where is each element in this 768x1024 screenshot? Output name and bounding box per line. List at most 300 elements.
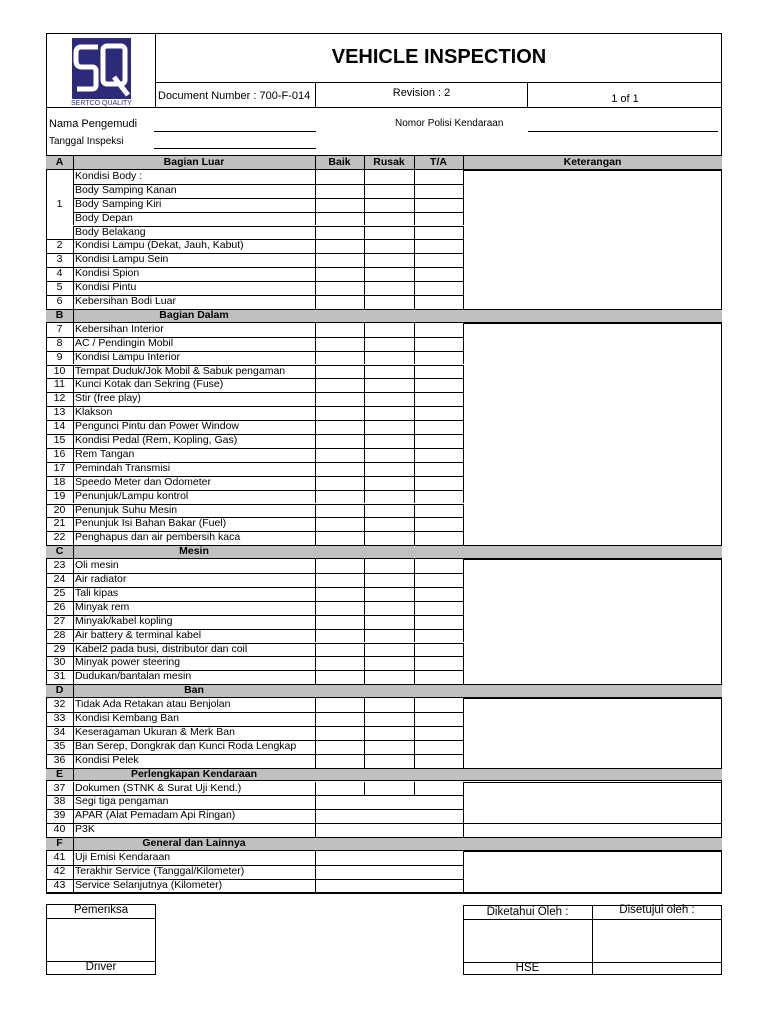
item-label: Air battery & terminal kabel — [75, 628, 202, 641]
divider — [463, 295, 464, 309]
checkbox-na[interactable] — [415, 213, 462, 225]
checkbox-good[interactable] — [316, 755, 363, 767]
checkbox-broken[interactable] — [365, 588, 413, 600]
divider — [73, 545, 74, 559]
checkbox-good[interactable] — [316, 254, 363, 266]
column-header-broken: Rusak — [373, 156, 405, 168]
checkbox-broken[interactable] — [365, 463, 413, 475]
divider — [463, 615, 464, 629]
divider — [463, 476, 464, 490]
row-number: 4 — [56, 267, 63, 280]
item-label: Tempat Duduk/Jok Mobil & Sabuk pengaman — [75, 364, 286, 377]
row-number: 29 — [53, 642, 66, 655]
divider — [463, 531, 464, 545]
checkbox-broken[interactable] — [365, 366, 413, 378]
divider — [73, 170, 74, 184]
driver-name-field[interactable] — [154, 131, 316, 132]
divider — [463, 281, 464, 295]
checkbox-good[interactable] — [316, 505, 363, 517]
item-label: Dudukan/bantalan mesin — [75, 670, 192, 683]
row-number: 19 — [53, 489, 66, 502]
remarks-field[interactable] — [464, 852, 720, 880]
divider — [463, 754, 464, 768]
row-number: 28 — [53, 628, 66, 641]
item-label: Kabel2 pada busi, distributor dan coil — [75, 642, 248, 655]
item-label: Kondisi Lampu Interior — [75, 350, 181, 363]
divider — [73, 809, 74, 823]
checkbox-broken[interactable] — [365, 602, 413, 614]
row-number: 37 — [53, 781, 66, 794]
checkbox-broken[interactable] — [365, 741, 413, 753]
divider — [463, 212, 464, 226]
checkbox-na[interactable] — [415, 560, 462, 572]
checkbox-na[interactable] — [415, 699, 462, 711]
item-label: Terakhir Service (Tanggal/Kilometer) — [75, 864, 245, 877]
divider — [73, 239, 74, 253]
row-number: 6 — [56, 295, 63, 307]
checkbox-good[interactable] — [316, 227, 363, 239]
value-field[interactable] — [316, 852, 462, 864]
checkbox-good[interactable] — [316, 713, 363, 725]
checkbox-good[interactable] — [316, 532, 363, 544]
divider — [463, 406, 464, 420]
divider — [73, 378, 74, 392]
divider — [73, 684, 74, 698]
checkbox-na[interactable] — [415, 338, 462, 350]
item-label: Pengunci Pintu dan Power Window — [75, 420, 240, 433]
divider — [463, 643, 464, 657]
divider — [463, 267, 464, 281]
divider — [73, 643, 74, 657]
checkbox-good[interactable] — [316, 240, 363, 252]
checkbox-broken[interactable] — [365, 435, 413, 447]
item-label: Kebersihan Bodi Luar — [75, 295, 176, 307]
item-label: Kondisi Kembang Ban — [75, 712, 179, 724]
divider — [364, 156, 365, 170]
divider — [73, 420, 74, 434]
checkbox-na[interactable] — [415, 616, 462, 628]
checkbox-broken[interactable] — [365, 644, 413, 656]
row-number: 31 — [53, 670, 66, 683]
divider — [73, 253, 74, 267]
checkbox-na[interactable] — [415, 491, 462, 503]
divider — [463, 656, 464, 670]
checkbox-na[interactable] — [415, 435, 462, 447]
row-number: 10 — [53, 364, 66, 377]
divider — [73, 629, 74, 643]
item-label: Body Samping Kanan — [75, 183, 177, 196]
divider — [73, 573, 74, 587]
checkbox-na[interactable] — [415, 671, 462, 683]
checkbox-good[interactable] — [316, 477, 363, 489]
divider — [73, 601, 74, 615]
divider — [73, 462, 74, 476]
checkbox-broken[interactable] — [365, 755, 413, 767]
item-label: Uji Emisi Kendaraan — [75, 851, 171, 863]
divider — [73, 559, 74, 573]
checkbox-broken[interactable] — [365, 213, 413, 225]
page-count: 1 of 1 — [611, 92, 639, 105]
divider — [73, 587, 74, 601]
checkbox-na[interactable] — [415, 713, 462, 725]
checkbox-good[interactable] — [316, 518, 363, 530]
table-bottom — [46, 893, 722, 894]
checkbox-na[interactable] — [415, 254, 462, 266]
approved-label: Disetujui oleh : — [619, 904, 695, 916]
remarks-group-line — [463, 823, 722, 824]
row-number: 1 — [56, 197, 63, 210]
column-header-good: Baik — [328, 156, 351, 168]
item-label: Minyak power steering — [75, 656, 181, 669]
checkbox-na[interactable] — [415, 185, 462, 197]
checkbox-broken[interactable] — [365, 713, 413, 725]
inspection-date-label: Tanggal Inspeksi — [49, 136, 124, 147]
divider — [463, 809, 464, 823]
row-number: 34 — [53, 725, 66, 738]
column-header-part: Bagian Luar — [163, 156, 225, 168]
divider — [73, 392, 74, 406]
checkbox-good[interactable] — [316, 338, 363, 350]
checkbox-na[interactable] — [415, 407, 462, 419]
row-number: 25 — [53, 586, 66, 599]
checkbox-na[interactable] — [415, 630, 462, 642]
acknowledged-label: Diketahui Oleh : — [486, 906, 569, 918]
sertco-logo — [46, 33, 156, 108]
row-number: 33 — [53, 712, 66, 724]
divider — [463, 420, 464, 434]
checkbox-na[interactable] — [415, 393, 462, 405]
divider — [463, 726, 464, 740]
checkbox-broken[interactable] — [365, 477, 413, 489]
row-number: 42 — [53, 864, 66, 877]
checkbox-na[interactable] — [415, 602, 462, 614]
row-number: 21 — [53, 517, 66, 530]
spacer — [46, 212, 73, 213]
checkbox-broken[interactable] — [365, 352, 413, 364]
checkbox-na[interactable] — [415, 268, 462, 280]
spacer — [46, 184, 73, 185]
checkbox-good[interactable] — [316, 213, 363, 225]
item-label: Dokumen (STNK & Surat Uji Kend.) — [75, 781, 242, 794]
remarks-field[interactable] — [464, 324, 720, 352]
checkbox-na[interactable] — [415, 352, 462, 364]
checkbox-good[interactable] — [316, 644, 363, 656]
checkbox-broken[interactable] — [365, 421, 413, 433]
checkbox-broken[interactable] — [365, 699, 413, 711]
page-title: VEHICLE INSPECTION — [156, 33, 722, 83]
hse-label: HSE — [515, 962, 540, 974]
item-label: Kondisi Pelek — [75, 753, 139, 766]
checkbox-na[interactable] — [415, 324, 462, 336]
checkbox-good[interactable] — [316, 435, 363, 447]
document-number: Document Number : 700-F-014 — [156, 83, 316, 108]
checkbox-good[interactable] — [316, 296, 363, 308]
divider — [73, 865, 74, 879]
checkbox-broken[interactable] — [365, 227, 413, 239]
column-header-remarks: Keterangan — [563, 156, 622, 168]
divider — [73, 490, 74, 504]
checkbox-broken[interactable] — [365, 491, 413, 503]
checkbox-good[interactable] — [316, 449, 363, 461]
remarks-field[interactable] — [464, 783, 720, 811]
value-field[interactable] — [316, 796, 462, 808]
item-label: AC / Pendingin Mobil — [75, 336, 174, 349]
section-title: Ban — [184, 684, 204, 697]
checkbox-broken[interactable] — [365, 240, 413, 252]
section-title: Bagian Dalam — [159, 308, 229, 321]
row-number: 11 — [54, 378, 65, 391]
checkbox-good[interactable] — [316, 657, 363, 669]
section-letter: F — [56, 837, 63, 850]
checkbox-na[interactable] — [415, 727, 462, 739]
item-label: Air radiator — [75, 573, 127, 585]
checkbox-good[interactable] — [316, 352, 363, 364]
row-number: 30 — [53, 656, 66, 669]
checkbox-good[interactable] — [316, 671, 363, 683]
logo-text: SERTCO QUALITY — [71, 100, 132, 107]
value-field[interactable] — [316, 810, 462, 822]
checkbox-na[interactable] — [415, 657, 462, 669]
info-box — [46, 108, 722, 156]
item-label: Kondisi Lampu Sein — [75, 253, 169, 266]
checkbox-na[interactable] — [415, 379, 462, 391]
row-number: 22 — [53, 531, 66, 544]
checkbox-good[interactable] — [316, 630, 363, 642]
divider — [73, 351, 74, 365]
logo-cell — [46, 33, 156, 108]
item-label: Body Samping Kiri — [75, 197, 162, 210]
checkbox-broken[interactable] — [365, 296, 413, 308]
row-number: 15 — [53, 434, 66, 446]
divider — [73, 615, 74, 629]
item-label: Minyak/kabel kopling — [75, 614, 173, 627]
divider — [73, 837, 74, 851]
value-field[interactable] — [316, 783, 462, 795]
divider — [73, 337, 74, 351]
checkbox-na[interactable] — [415, 532, 462, 544]
value-field[interactable] — [316, 880, 462, 892]
divider — [73, 740, 74, 754]
checkbox-good[interactable] — [316, 741, 363, 753]
item-label: Pemindah Transmisi — [75, 461, 171, 474]
checkbox-broken[interactable] — [365, 505, 413, 517]
checkbox-na[interactable] — [415, 366, 462, 378]
checkbox-good[interactable] — [316, 699, 363, 711]
checkbox-broken[interactable] — [365, 727, 413, 739]
value-field[interactable] — [316, 866, 462, 878]
divider — [73, 406, 74, 420]
checkbox-na[interactable] — [415, 574, 462, 586]
divider — [463, 434, 464, 448]
row-number: 26 — [53, 600, 66, 613]
divider — [463, 462, 464, 476]
remarks-field[interactable] — [464, 699, 720, 727]
checkbox-na[interactable] — [415, 588, 462, 600]
checkbox-good[interactable] — [316, 324, 363, 336]
item-label: Kebersihan Interior — [75, 322, 164, 335]
row-number: 12 — [53, 392, 66, 405]
checkbox-good[interactable] — [316, 727, 363, 739]
checkbox-broken[interactable] — [365, 518, 413, 530]
item-label: Penunjuk Suhu Mesin — [75, 503, 178, 516]
item-label: Oli mesin — [75, 559, 119, 572]
checkbox-broken[interactable] — [365, 171, 413, 183]
checkbox-good[interactable] — [316, 268, 363, 280]
divider — [73, 795, 74, 809]
inspector-label: Pemeriksa — [73, 904, 129, 916]
checkbox-good[interactable] — [316, 407, 363, 419]
checkbox-na[interactable] — [415, 199, 462, 211]
divider — [73, 698, 74, 712]
driver-label: Driver — [85, 961, 117, 973]
item-label: Kondisi Spion — [75, 267, 140, 280]
checkbox-good[interactable] — [316, 199, 363, 211]
checkbox-na[interactable] — [415, 741, 462, 753]
value-field[interactable] — [316, 824, 462, 836]
item-label: Kondisi Pintu — [75, 281, 137, 294]
checkbox-good[interactable] — [316, 602, 363, 614]
item-label: Penunjuk Isi Bahan Bakar (Fuel) — [75, 517, 227, 530]
item-label: Kondisi Body : — [75, 169, 143, 182]
checkbox-broken[interactable] — [365, 407, 413, 419]
checkbox-good[interactable] — [316, 366, 363, 378]
divider — [463, 198, 464, 212]
checkbox-good[interactable] — [316, 491, 363, 503]
checkbox-na[interactable] — [415, 505, 462, 517]
divider — [463, 629, 464, 643]
divider — [73, 517, 74, 531]
item-label: APAR (Alat Pemadam Api Ringan) — [75, 809, 236, 822]
divider — [463, 490, 464, 504]
divider — [73, 726, 74, 740]
row-number: 38 — [53, 795, 66, 808]
checkbox-good[interactable] — [316, 588, 363, 600]
checkbox-broken[interactable] — [365, 324, 413, 336]
item-label: Klakson — [75, 406, 113, 419]
remarks-field[interactable] — [464, 560, 720, 588]
divider — [73, 156, 74, 170]
checkbox-broken[interactable] — [365, 616, 413, 628]
checkbox-broken[interactable] — [365, 449, 413, 461]
divider — [73, 365, 74, 379]
checkbox-good[interactable] — [316, 616, 363, 628]
divider — [463, 670, 464, 684]
divider — [73, 281, 74, 295]
checkbox-good[interactable] — [316, 393, 363, 405]
divider — [73, 267, 74, 281]
divider — [73, 768, 74, 782]
checkbox-broken[interactable] — [365, 268, 413, 280]
divider — [463, 517, 464, 531]
row-number: 39 — [53, 809, 66, 822]
checkbox-broken[interactable] — [365, 574, 413, 586]
row-number: 18 — [53, 475, 66, 488]
checkbox-good[interactable] — [316, 185, 363, 197]
divider — [73, 851, 74, 865]
remarks-field[interactable] — [464, 171, 720, 199]
row-number: 7 — [56, 322, 63, 335]
checkbox-broken[interactable] — [365, 282, 413, 294]
checkbox-na[interactable] — [415, 296, 462, 308]
checkbox-broken[interactable] — [365, 199, 413, 211]
checkbox-na[interactable] — [415, 477, 462, 489]
checkbox-broken[interactable] — [365, 560, 413, 572]
checkbox-na[interactable] — [415, 421, 462, 433]
checkbox-na[interactable] — [415, 755, 462, 767]
row-number: 5 — [56, 281, 63, 294]
checkbox-good[interactable] — [316, 379, 363, 391]
checkbox-broken[interactable] — [365, 657, 413, 669]
plate-number-label: Nomor Polisi Kendaraan — [395, 118, 504, 129]
section-letter: E — [55, 767, 63, 780]
divider — [73, 879, 74, 893]
row-number: 14 — [53, 420, 66, 433]
checkbox-broken[interactable] — [365, 338, 413, 350]
divider — [73, 823, 74, 837]
divider — [73, 323, 74, 337]
checkbox-broken[interactable] — [365, 532, 413, 544]
checkbox-broken[interactable] — [365, 393, 413, 405]
item-label: Stir (free play) — [75, 392, 141, 405]
section-letter: C — [55, 545, 64, 558]
item-label: Body Belakang — [75, 225, 146, 238]
checkbox-na[interactable] — [415, 449, 462, 461]
inspection-date-field[interactable] — [154, 148, 316, 149]
row-number: 16 — [53, 447, 66, 460]
divider — [463, 365, 464, 379]
item-label: Kondisi Pedal (Rem, Kopling, Gas) — [75, 434, 238, 446]
checkbox-na[interactable] — [415, 463, 462, 475]
checkbox-good[interactable] — [316, 421, 363, 433]
section-title: Perlengkapan Kendaraan — [130, 767, 258, 780]
checkbox-na[interactable] — [415, 518, 462, 530]
divider — [73, 226, 74, 240]
row-number: 40 — [53, 823, 66, 836]
checkbox-good[interactable] — [316, 282, 363, 294]
item-label: Speedo Meter dan Odometer — [75, 475, 211, 488]
section-title: Mesin — [179, 545, 209, 558]
divider — [463, 239, 464, 253]
item-label: Keseragaman Ukuran & Merk Ban — [75, 725, 235, 738]
checkbox-broken[interactable] — [365, 185, 413, 197]
column-header-na: T/A — [430, 156, 447, 168]
checkbox-good[interactable] — [316, 560, 363, 572]
driver-name-label: Nama Pengemudi — [49, 118, 138, 130]
checkbox-na[interactable] — [415, 227, 462, 239]
checkbox-na[interactable] — [415, 282, 462, 294]
checkbox-broken[interactable] — [365, 671, 413, 683]
checkbox-na[interactable] — [415, 240, 462, 252]
checkbox-good[interactable] — [316, 574, 363, 586]
spacer — [46, 226, 73, 227]
checkbox-good[interactable] — [316, 463, 363, 475]
row-number: 20 — [53, 503, 66, 516]
section-title: General dan Lainnya — [142, 837, 246, 850]
divider — [46, 918, 156, 919]
divider — [463, 740, 464, 754]
checkbox-na[interactable] — [415, 171, 462, 183]
item-label: Minyak rem — [75, 600, 130, 613]
plate-number-field[interactable] — [528, 131, 718, 132]
checkbox-broken[interactable] — [365, 254, 413, 266]
item-label: P3K — [75, 823, 95, 836]
checkbox-na[interactable] — [415, 644, 462, 656]
checkbox-broken[interactable] — [365, 379, 413, 391]
divider — [463, 156, 464, 170]
checkbox-good[interactable] — [316, 171, 363, 183]
divider — [463, 823, 464, 837]
checkbox-broken[interactable] — [365, 630, 413, 642]
